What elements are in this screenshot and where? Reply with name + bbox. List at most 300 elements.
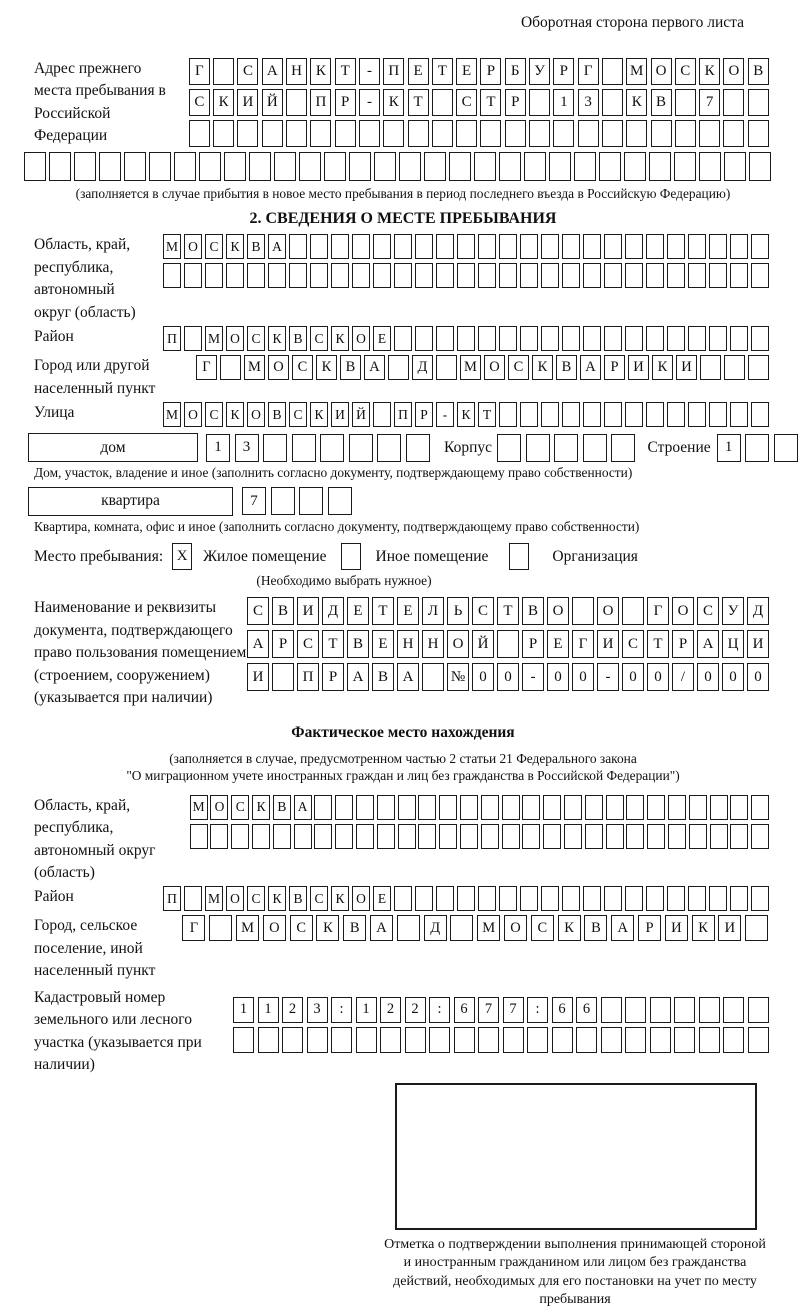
char-cell[interactable] (541, 326, 559, 351)
char-cell[interactable]: В (289, 326, 307, 351)
char-cell[interactable]: П (383, 58, 404, 85)
char-cell[interactable] (190, 824, 208, 849)
prev-address-grid-row-3[interactable] (189, 120, 772, 147)
char-cell[interactable] (646, 263, 664, 288)
char-cell[interactable] (454, 1027, 475, 1053)
char-cell[interactable] (646, 326, 664, 351)
char-cell[interactable] (602, 89, 623, 116)
char-cell[interactable]: А (364, 355, 385, 380)
char-cell[interactable] (503, 1027, 524, 1053)
char-cell[interactable] (522, 824, 540, 849)
char-cell[interactable] (583, 234, 601, 259)
char-cell[interactable] (274, 152, 296, 181)
char-cell[interactable] (289, 234, 307, 259)
char-cell[interactable]: : (331, 997, 352, 1023)
street-grid[interactable] (163, 402, 772, 427)
char-cell[interactable] (282, 1027, 303, 1053)
checkbox-inoe[interactable] (341, 543, 361, 570)
char-cell[interactable] (457, 886, 475, 911)
char-cell[interactable]: В (748, 58, 769, 85)
char-cell[interactable] (700, 355, 721, 380)
char-cell[interactable] (478, 263, 496, 288)
actual-city-grid[interactable] (182, 915, 772, 941)
char-cell[interactable] (478, 886, 496, 911)
char-cell[interactable] (457, 234, 475, 259)
char-cell[interactable]: С (289, 402, 307, 427)
char-cell[interactable] (310, 120, 331, 147)
char-cell[interactable] (689, 795, 707, 820)
char-cell[interactable] (709, 234, 727, 259)
char-cell[interactable] (599, 152, 621, 181)
char-cell[interactable] (626, 120, 647, 147)
char-cell[interactable] (625, 234, 643, 259)
char-cell[interactable] (480, 120, 501, 147)
char-cell[interactable]: К (457, 402, 475, 427)
char-cell[interactable]: П (394, 402, 412, 427)
char-cell[interactable] (667, 886, 685, 911)
char-cell[interactable] (541, 263, 559, 288)
char-cell[interactable] (524, 152, 546, 181)
char-cell[interactable]: А (697, 630, 719, 658)
char-cell[interactable] (335, 824, 353, 849)
char-cell[interactable] (324, 152, 346, 181)
char-cell[interactable]: П (297, 663, 319, 691)
char-cell[interactable] (650, 1027, 671, 1053)
char-cell[interactable]: К (316, 355, 337, 380)
char-cell[interactable]: М (626, 58, 647, 85)
char-cell[interactable] (436, 886, 454, 911)
checkbox-zhiloe[interactable]: X (172, 543, 192, 570)
char-cell[interactable] (606, 795, 624, 820)
char-cell[interactable] (460, 795, 478, 820)
char-cell[interactable] (730, 886, 748, 911)
document-grid-row-1[interactable] (247, 597, 772, 625)
char-cell[interactable]: Р (604, 355, 625, 380)
char-cell[interactable]: М (236, 915, 259, 941)
char-cell[interactable] (184, 263, 202, 288)
char-cell[interactable] (314, 824, 332, 849)
char-cell[interactable] (667, 326, 685, 351)
char-cell[interactable]: / (672, 663, 694, 691)
char-cell[interactable]: К (652, 355, 673, 380)
char-cell[interactable] (625, 263, 643, 288)
char-cell[interactable]: М (205, 326, 223, 351)
apartment-grid[interactable] (242, 487, 356, 515)
char-cell[interactable] (352, 263, 370, 288)
char-cell[interactable] (397, 915, 420, 941)
char-cell[interactable] (541, 886, 559, 911)
char-cell[interactable]: - (359, 58, 380, 85)
char-cell[interactable]: 6 (552, 997, 573, 1023)
char-cell[interactable] (424, 152, 446, 181)
char-cell[interactable] (149, 152, 171, 181)
char-cell[interactable]: Ь (447, 597, 469, 625)
char-cell[interactable] (730, 402, 748, 427)
char-cell[interactable] (724, 152, 746, 181)
char-cell[interactable] (335, 795, 353, 820)
char-cell[interactable]: 1 (356, 997, 377, 1023)
char-cell[interactable] (624, 152, 646, 181)
char-cell[interactable]: О (597, 597, 619, 625)
char-cell[interactable]: Й (352, 402, 370, 427)
char-cell[interactable]: 7 (699, 89, 720, 116)
char-cell[interactable]: 2 (282, 997, 303, 1023)
char-cell[interactable]: Е (372, 630, 394, 658)
char-cell[interactable] (749, 152, 771, 181)
char-cell[interactable] (709, 326, 727, 351)
char-cell[interactable]: - (359, 89, 380, 116)
char-cell[interactable]: Р (672, 630, 694, 658)
char-cell[interactable]: О (268, 355, 289, 380)
char-cell[interactable]: М (190, 795, 208, 820)
char-cell[interactable] (210, 824, 228, 849)
char-cell[interactable] (380, 1027, 401, 1053)
char-cell[interactable]: Р (335, 89, 356, 116)
char-cell[interactable]: Б (505, 58, 526, 85)
char-cell[interactable] (432, 89, 453, 116)
char-cell[interactable] (520, 402, 538, 427)
char-cell[interactable] (748, 1027, 769, 1053)
char-cell[interactable] (394, 886, 412, 911)
char-cell[interactable]: С (231, 795, 249, 820)
actual-district-grid[interactable] (163, 886, 772, 911)
char-cell[interactable] (499, 234, 517, 259)
char-cell[interactable] (541, 234, 559, 259)
char-cell[interactable]: И (665, 915, 688, 941)
char-cell[interactable]: Л (422, 597, 444, 625)
char-cell[interactable]: И (331, 402, 349, 427)
char-cell[interactable] (272, 663, 294, 691)
char-cell[interactable]: 0 (722, 663, 744, 691)
char-cell[interactable] (394, 326, 412, 351)
char-cell[interactable] (213, 58, 234, 85)
char-cell[interactable] (383, 120, 404, 147)
char-cell[interactable]: И (718, 915, 741, 941)
char-cell[interactable] (394, 263, 412, 288)
char-cell[interactable]: 3 (235, 434, 259, 462)
char-cell[interactable] (356, 824, 374, 849)
char-cell[interactable]: 7 (242, 487, 266, 515)
char-cell[interactable] (602, 58, 623, 85)
char-cell[interactable] (373, 402, 391, 427)
char-cell[interactable] (436, 355, 457, 380)
char-cell[interactable]: К (558, 915, 581, 941)
char-cell[interactable]: К (316, 915, 339, 941)
char-cell[interactable] (604, 263, 622, 288)
char-cell[interactable] (748, 997, 769, 1023)
char-cell[interactable]: 3 (578, 89, 599, 116)
char-cell[interactable]: Е (373, 326, 391, 351)
char-cell[interactable] (549, 152, 571, 181)
char-cell[interactable] (199, 152, 221, 181)
char-cell[interactable] (689, 824, 707, 849)
char-cell[interactable]: В (372, 663, 394, 691)
char-cell[interactable] (646, 402, 664, 427)
char-cell[interactable] (699, 997, 720, 1023)
char-cell[interactable]: С (237, 58, 258, 85)
char-cell[interactable] (625, 402, 643, 427)
char-cell[interactable]: Г (196, 355, 217, 380)
char-cell[interactable] (24, 152, 46, 181)
char-cell[interactable]: Н (286, 58, 307, 85)
char-cell[interactable]: 7 (503, 997, 524, 1023)
char-cell[interactable]: С (310, 326, 328, 351)
char-cell[interactable]: - (597, 663, 619, 691)
char-cell[interactable] (667, 234, 685, 259)
char-cell[interactable] (286, 89, 307, 116)
char-cell[interactable]: О (210, 795, 228, 820)
char-cell[interactable] (273, 824, 291, 849)
char-cell[interactable] (310, 263, 328, 288)
char-cell[interactable] (529, 89, 550, 116)
char-cell[interactable]: Т (408, 89, 429, 116)
char-cell[interactable]: : (429, 997, 450, 1023)
char-cell[interactable] (710, 824, 728, 849)
char-cell[interactable] (415, 886, 433, 911)
char-cell[interactable] (625, 326, 643, 351)
char-cell[interactable] (310, 234, 328, 259)
char-cell[interactable] (499, 263, 517, 288)
char-cell[interactable] (751, 795, 769, 820)
char-cell[interactable] (349, 152, 371, 181)
char-cell[interactable]: М (205, 886, 223, 911)
char-cell[interactable] (650, 997, 671, 1023)
char-cell[interactable]: К (692, 915, 715, 941)
char-cell[interactable] (252, 824, 270, 849)
char-cell[interactable] (625, 1027, 646, 1053)
char-cell[interactable] (457, 326, 475, 351)
char-cell[interactable]: Й (262, 89, 283, 116)
char-cell[interactable] (562, 326, 580, 351)
char-cell[interactable] (328, 487, 352, 515)
char-cell[interactable]: 1 (233, 997, 254, 1023)
char-cell[interactable] (299, 152, 321, 181)
char-cell[interactable] (418, 795, 436, 820)
char-cell[interactable] (602, 120, 623, 147)
char-cell[interactable] (543, 795, 561, 820)
char-cell[interactable]: К (268, 326, 286, 351)
char-cell[interactable] (604, 886, 622, 911)
char-cell[interactable] (724, 355, 745, 380)
char-cell[interactable]: 7 (478, 997, 499, 1023)
char-cell[interactable] (541, 402, 559, 427)
char-cell[interactable] (604, 402, 622, 427)
char-cell[interactable]: Т (372, 597, 394, 625)
char-cell[interactable]: А (580, 355, 601, 380)
char-cell[interactable] (529, 120, 550, 147)
char-cell[interactable]: Е (408, 58, 429, 85)
char-cell[interactable] (723, 89, 744, 116)
char-cell[interactable] (436, 263, 454, 288)
char-cell[interactable] (651, 120, 672, 147)
char-cell[interactable]: К (252, 795, 270, 820)
char-cell[interactable] (359, 120, 380, 147)
char-cell[interactable]: Н (422, 630, 444, 658)
char-cell[interactable]: С (310, 886, 328, 911)
char-cell[interactable]: К (331, 326, 349, 351)
char-cell[interactable]: П (163, 326, 181, 351)
char-cell[interactable]: Т (322, 630, 344, 658)
char-cell[interactable] (220, 355, 241, 380)
char-cell[interactable]: У (722, 597, 744, 625)
char-cell[interactable]: С (247, 326, 265, 351)
char-cell[interactable]: С (531, 915, 554, 941)
char-cell[interactable]: Г (572, 630, 594, 658)
char-cell[interactable]: Р (505, 89, 526, 116)
char-cell[interactable] (163, 263, 181, 288)
char-cell[interactable]: Й (472, 630, 494, 658)
char-cell[interactable]: Г (647, 597, 669, 625)
char-cell[interactable] (377, 824, 395, 849)
char-cell[interactable] (294, 824, 312, 849)
prev-address-grid-row-4[interactable] (24, 152, 772, 181)
char-cell[interactable] (583, 402, 601, 427)
actual-region-grid-row-2[interactable] (190, 824, 772, 849)
char-cell[interactable] (674, 152, 696, 181)
char-cell[interactable]: М (163, 234, 181, 259)
char-cell[interactable] (237, 120, 258, 147)
char-cell[interactable] (709, 263, 727, 288)
char-cell[interactable] (583, 434, 607, 462)
char-cell[interactable] (709, 886, 727, 911)
char-cell[interactable]: Р (638, 915, 661, 941)
char-cell[interactable] (751, 886, 769, 911)
char-cell[interactable] (564, 824, 582, 849)
char-cell[interactable] (268, 263, 286, 288)
char-cell[interactable]: С (622, 630, 644, 658)
char-cell[interactable]: 1 (206, 434, 230, 462)
char-cell[interactable]: О (226, 326, 244, 351)
char-cell[interactable]: О (352, 326, 370, 351)
char-cell[interactable] (625, 997, 646, 1023)
char-cell[interactable] (502, 795, 520, 820)
char-cell[interactable] (688, 886, 706, 911)
char-cell[interactable] (751, 824, 769, 849)
char-cell[interactable] (184, 326, 202, 351)
char-cell[interactable] (730, 795, 748, 820)
char-cell[interactable]: 0 (497, 663, 519, 691)
char-cell[interactable] (520, 234, 538, 259)
char-cell[interactable] (583, 326, 601, 351)
char-cell[interactable]: В (273, 795, 291, 820)
char-cell[interactable] (576, 1027, 597, 1053)
char-cell[interactable]: Т (480, 89, 501, 116)
char-cell[interactable] (604, 326, 622, 351)
char-cell[interactable]: Е (547, 630, 569, 658)
char-cell[interactable] (436, 234, 454, 259)
char-cell[interactable]: - (436, 402, 454, 427)
char-cell[interactable]: Г (189, 58, 210, 85)
char-cell[interactable] (398, 824, 416, 849)
char-cell[interactable] (331, 1027, 352, 1053)
char-cell[interactable]: Д (424, 915, 447, 941)
char-cell[interactable] (572, 597, 594, 625)
char-cell[interactable] (601, 997, 622, 1023)
char-cell[interactable]: С (697, 597, 719, 625)
char-cell[interactable] (674, 997, 695, 1023)
char-cell[interactable] (499, 152, 521, 181)
char-cell[interactable] (356, 1027, 377, 1053)
char-cell[interactable] (502, 824, 520, 849)
char-cell[interactable]: А (247, 630, 269, 658)
char-cell[interactable]: 1 (553, 89, 574, 116)
char-cell[interactable] (520, 326, 538, 351)
char-cell[interactable]: А (294, 795, 312, 820)
char-cell[interactable] (415, 263, 433, 288)
char-cell[interactable] (730, 326, 748, 351)
char-cell[interactable] (377, 795, 395, 820)
char-cell[interactable] (481, 795, 499, 820)
char-cell[interactable]: М (244, 355, 265, 380)
char-cell[interactable] (439, 824, 457, 849)
char-cell[interactable] (552, 1027, 573, 1053)
char-cell[interactable] (751, 326, 769, 351)
char-cell[interactable]: И (247, 663, 269, 691)
char-cell[interactable]: У (529, 58, 550, 85)
char-cell[interactable] (184, 886, 202, 911)
char-cell[interactable] (249, 152, 271, 181)
char-cell[interactable] (520, 263, 538, 288)
char-cell[interactable] (320, 434, 344, 462)
char-cell[interactable]: Ц (722, 630, 744, 658)
char-cell[interactable] (748, 120, 769, 147)
char-cell[interactable] (688, 402, 706, 427)
char-cell[interactable] (674, 1027, 695, 1053)
region-grid-row-1[interactable] (163, 234, 772, 259)
char-cell[interactable] (377, 434, 401, 462)
char-cell[interactable]: И (297, 597, 319, 625)
char-cell[interactable]: 0 (472, 663, 494, 691)
char-cell[interactable] (449, 152, 471, 181)
char-cell[interactable] (583, 886, 601, 911)
char-cell[interactable] (373, 234, 391, 259)
char-cell[interactable]: В (340, 355, 361, 380)
char-cell[interactable] (436, 326, 454, 351)
char-cell[interactable]: О (723, 58, 744, 85)
char-cell[interactable]: В (289, 886, 307, 911)
char-cell[interactable] (499, 402, 517, 427)
char-cell[interactable]: Д (322, 597, 344, 625)
char-cell[interactable]: Е (456, 58, 477, 85)
char-cell[interactable]: Е (397, 597, 419, 625)
char-cell[interactable]: С (508, 355, 529, 380)
char-cell[interactable] (622, 597, 644, 625)
char-cell[interactable]: 6 (454, 997, 475, 1023)
char-cell[interactable] (429, 1027, 450, 1053)
cadastral-grid-row-2[interactable] (233, 1027, 772, 1053)
house-field-box[interactable]: дом (28, 433, 198, 462)
checkbox-org[interactable] (509, 543, 529, 570)
char-cell[interactable]: П (310, 89, 331, 116)
char-cell[interactable] (286, 120, 307, 147)
char-cell[interactable]: В (272, 597, 294, 625)
char-cell[interactable]: 0 (747, 663, 769, 691)
char-cell[interactable] (520, 886, 538, 911)
char-cell[interactable]: Е (347, 597, 369, 625)
char-cell[interactable]: О (484, 355, 505, 380)
char-cell[interactable]: К (331, 886, 349, 911)
char-cell[interactable]: С (205, 234, 223, 259)
char-cell[interactable] (668, 795, 686, 820)
char-cell[interactable] (478, 234, 496, 259)
char-cell[interactable]: А (397, 663, 419, 691)
char-cell[interactable]: С (297, 630, 319, 658)
char-cell[interactable]: О (263, 915, 286, 941)
document-grid-row-3[interactable] (247, 663, 772, 691)
char-cell[interactable] (213, 120, 234, 147)
char-cell[interactable]: 2 (380, 997, 401, 1023)
char-cell[interactable] (774, 434, 798, 462)
